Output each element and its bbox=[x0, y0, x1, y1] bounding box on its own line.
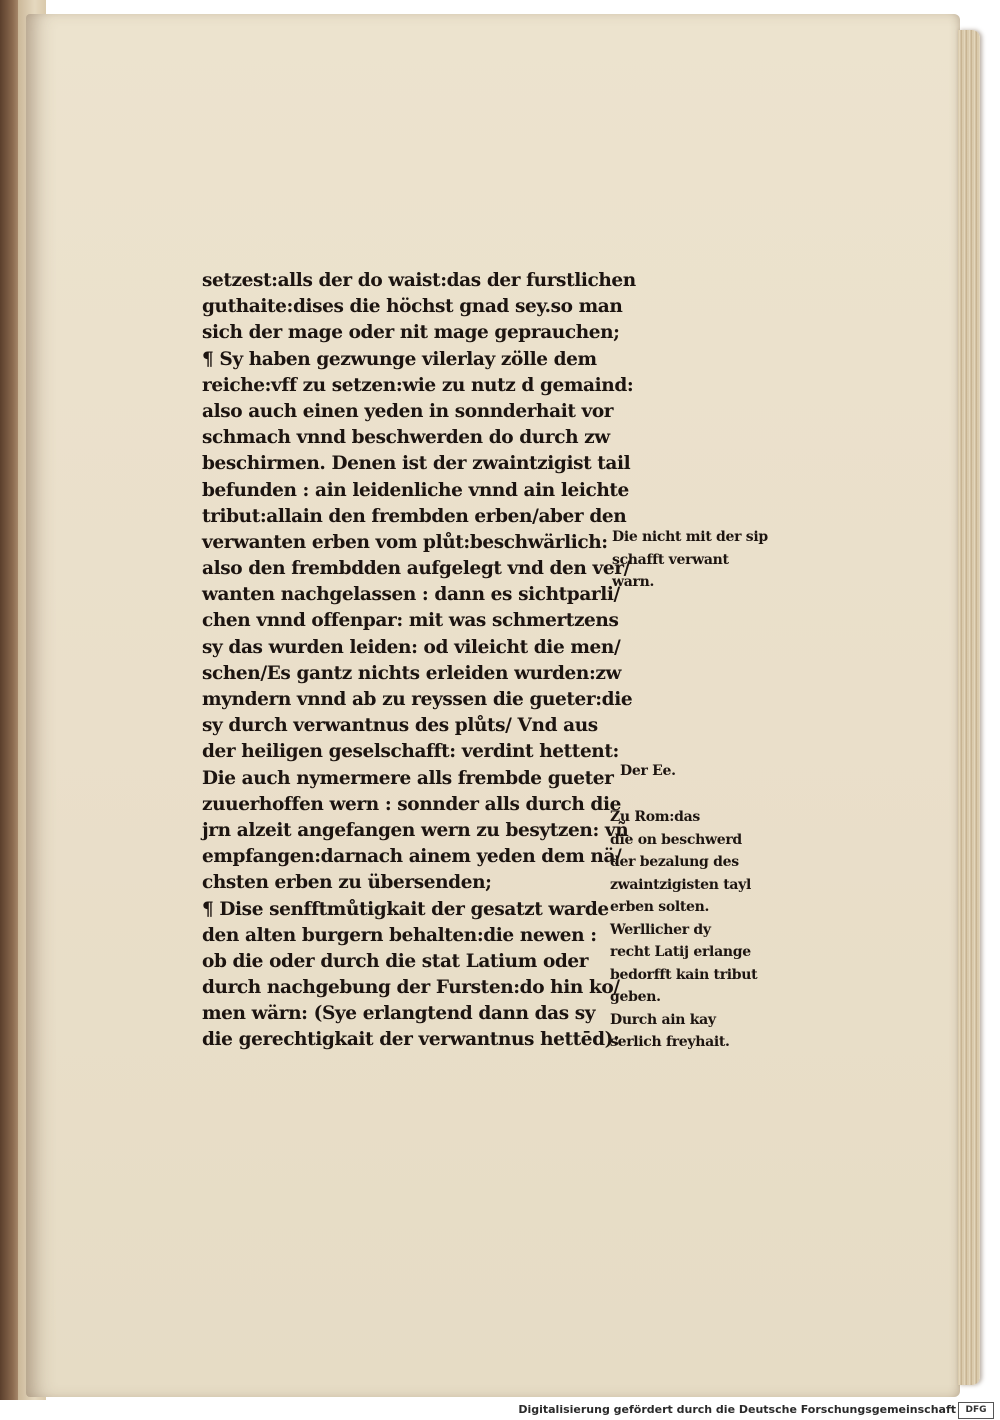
text-line: men wärn: (Sye erlangtend dann das sy bbox=[202, 1003, 596, 1025]
text-line: guthaite:dises die höchst gnad sey.so man bbox=[202, 296, 623, 318]
page-stack-edge bbox=[958, 30, 980, 1385]
text-line: chsten erben zu übersenden; bbox=[202, 872, 492, 894]
text-line: ¶ Dise senfftmůtigkait der gesatzt warde bbox=[202, 898, 609, 920]
text-line: myndern vnnd ab zu reyssen die gueter:die bbox=[202, 689, 633, 710]
text-line: ob die oder durch die stat Latium oder bbox=[202, 950, 589, 972]
text-line: Die auch nymermere alls frembde gueter bbox=[202, 767, 614, 789]
text-line: also auch einen yeden in sonnderhait vor bbox=[202, 400, 614, 422]
text-line: sich der mage oder nit mage geprauchen; bbox=[202, 322, 620, 344]
text-line: schmach vnnd beschwerden do durch zw bbox=[202, 427, 610, 449]
margin-note-line: Durch ain kay bbox=[610, 1011, 716, 1028]
margin-note-line: bedorfft kain tribut bbox=[610, 966, 758, 983]
margin-note-line: geben. bbox=[610, 989, 661, 1005]
margin-note-line: warn. bbox=[612, 574, 655, 590]
dfg-logo: DFG bbox=[958, 1402, 994, 1419]
text-line: der heiligen geselschafft: verdint hettent: bbox=[202, 741, 619, 763]
margin-note-line: Zu Rom:das bbox=[610, 809, 700, 825]
margin-note-line: der bezalung des bbox=[610, 854, 739, 870]
text-line: zuuerhoffen wern : sonnder alls durch die bbox=[202, 793, 621, 815]
margin-note-2 bbox=[620, 760, 676, 783]
margin-note-line: die on beschwerd bbox=[610, 831, 742, 848]
text-line: wanten nachgelassen : dann es sichtparli/ bbox=[202, 584, 620, 606]
margin-note-line: Werllicher dy bbox=[610, 921, 711, 938]
text-line: ¶ Sy haben gezwunge vilerlay zölle dem bbox=[202, 348, 597, 370]
text-line: verwanten erben vom plůt:beschwärlich: bbox=[202, 531, 608, 553]
margin-note-3 bbox=[610, 806, 757, 1054]
text-line: die gerechtigkait der verwantnus hettēd): bbox=[202, 1029, 620, 1051]
text-line: sy das wurden leiden: od vileicht die men/ bbox=[202, 636, 621, 658]
text-line: tribut:allain den frembden erben/aber den bbox=[202, 505, 627, 527]
text-line: setzest:alls der do waist:das der furstlichen bbox=[202, 270, 636, 291]
text-line: beschirmen. Denen ist der zwaintzigist tail bbox=[202, 453, 631, 475]
text-line: empfangen:darnach ainem yeden dem nä/ bbox=[202, 846, 622, 868]
text-line: den alten burgern behalten:die newen : bbox=[202, 924, 597, 946]
text-line: sy durch verwantnus des plůts/ Vnd aus bbox=[202, 715, 598, 737]
text-line: also den frembdden aufgelegt vnd den ver/ bbox=[202, 558, 630, 580]
margin-note-1 bbox=[612, 526, 768, 594]
margin-note-line: recht Latij erlange bbox=[610, 944, 751, 960]
text-line: chen vnnd offenpar: mit was schmertzens bbox=[202, 610, 619, 632]
footer-bar bbox=[0, 1400, 1000, 1420]
margin-note-line: Der Ee. bbox=[620, 763, 676, 779]
margin-note-line: erben solten. bbox=[610, 899, 710, 915]
funding-credit: Digitalisierung gefördert durch die Deutsche Forschungsgemeinschaft bbox=[518, 1403, 956, 1416]
text-line: schen/Es gantz nichts erleiden wurden:zw bbox=[202, 662, 622, 684]
text-line: durch nachgebung der Fursten:do hin ko/ bbox=[202, 977, 620, 999]
text-line: jrn alzeit angefangen wern zu besytzen: vñ bbox=[202, 819, 629, 841]
margin-note-line: serlich freyhait. bbox=[610, 1034, 730, 1050]
text-line: reiche:vff zu setzen:wie zu nutz d gemaind: bbox=[202, 374, 634, 396]
margin-note-line: schafft verwant bbox=[612, 551, 729, 568]
margin-note-line: zwaintzigisten tayl bbox=[610, 876, 752, 893]
margin-note-line: Die nicht mit der sip bbox=[612, 529, 768, 545]
text-line: befunden : ain leidenliche vnnd ain leichte bbox=[202, 479, 629, 501]
